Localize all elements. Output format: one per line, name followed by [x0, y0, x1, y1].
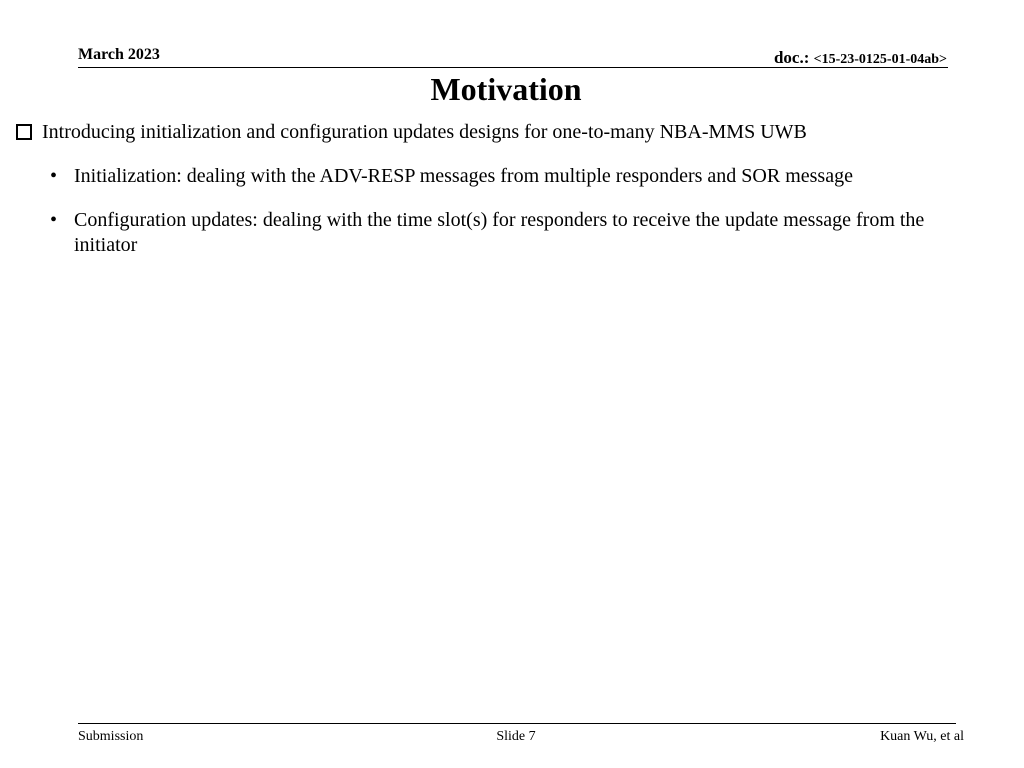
doc-label: doc.:	[773, 48, 814, 67]
footer-slide-number: Slide 7	[496, 729, 536, 744]
dot-bullet-icon: •	[50, 209, 58, 231]
dot-bullet-icon: •	[50, 165, 58, 187]
doc-number: <15-23-0125-01-04ab>	[813, 52, 947, 67]
footer-submission: Submission	[78, 729, 144, 744]
footer-divider	[78, 723, 956, 724]
header-date: March 2023	[78, 46, 160, 63]
sub-bullet-configuration-updates	[50, 208, 980, 258]
sub-bullet-text: Initialization: dealing with the ADV-RESP messages from multiple responders and SOR message	[74, 165, 853, 187]
square-bullet-icon	[16, 124, 32, 140]
main-bullet-text: Introducing initialization and configuration updates designs for one-to-many NBA-MMS UWB	[42, 121, 807, 143]
sub-bullet-text: Configuration updates: dealing with the time slot(s) for responders to receive the update message from the initiator	[74, 209, 925, 256]
sub-bullet-initialization	[50, 164, 980, 189]
main-bullet-point	[16, 120, 1006, 144]
footer-author: Kuan Wu, et al	[880, 729, 964, 744]
slide-title: Motivation	[430, 71, 582, 107]
